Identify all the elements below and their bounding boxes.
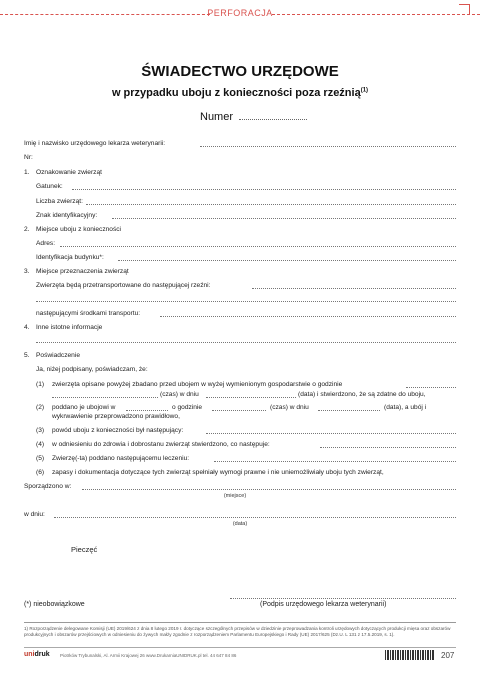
section-3-title: Miejsce przeznaczenia zwierząt bbox=[36, 268, 129, 275]
section-4-title: Inne istotne informacje bbox=[36, 324, 103, 331]
document-title: ŚWIADECTWO URZĘDOWE bbox=[141, 63, 339, 80]
section-5-number: 5. bbox=[24, 352, 30, 359]
point-3-number: (3) bbox=[36, 427, 45, 434]
rzeznia-field[interactable] bbox=[252, 288, 456, 289]
section-2-number: 2. bbox=[24, 226, 30, 233]
point-2-place-field[interactable] bbox=[126, 410, 168, 411]
vet-name-label: Imię i nazwisko urzędowego lekarza weterynarii: bbox=[24, 140, 166, 147]
point-5-number: (5) bbox=[36, 455, 45, 462]
footer-contact: Piotrków Trybunalski, Al. Armii Krajowej 26 www.DrukarniaUNIDRUK.pl tel. 44 647 84 86 bbox=[60, 653, 237, 658]
signature-field[interactable] bbox=[230, 598, 456, 599]
gatunek-label: Gatunek: bbox=[36, 183, 63, 190]
brand-logo-part-b: druk bbox=[34, 651, 50, 658]
identyfikacja-field[interactable] bbox=[118, 260, 456, 261]
brand-logo bbox=[24, 651, 50, 658]
footer-rule bbox=[24, 647, 456, 648]
point-4-text: w odniesieniu do zdrowia i dobrostanu zwierząt stwierdzono, co następuje: bbox=[52, 441, 270, 448]
point-1-hour-field[interactable] bbox=[406, 387, 456, 388]
point-2-hour-field[interactable] bbox=[212, 410, 266, 411]
point-2-number: (2) bbox=[36, 404, 45, 411]
gatunek-field[interactable] bbox=[72, 189, 456, 190]
barcode-icon bbox=[385, 650, 435, 660]
document-subtitle bbox=[0, 87, 480, 99]
nr-label: Nr: bbox=[24, 154, 33, 161]
w-dniu-label: w dniu: bbox=[24, 511, 45, 518]
rzeznia-field-line2[interactable] bbox=[36, 301, 456, 302]
point-3-text: powód uboju z konieczności był następujący: bbox=[52, 427, 184, 434]
section-5-title: Poświadczenie bbox=[36, 352, 80, 359]
point-1-date-label: (data) i stwierdzono, że są zdatne do uboju, bbox=[298, 391, 426, 398]
point-5-text: Zwierzę(-ta) poddano następującemu leczeniu: bbox=[52, 455, 190, 462]
signature-caption: (Podpis urzędowego lekarza weterynarii) bbox=[260, 601, 387, 608]
point-2-hour-label: o godzinie bbox=[172, 404, 203, 411]
w-dniu-field[interactable] bbox=[54, 517, 456, 518]
miejsce-caption: (miejsce) bbox=[223, 493, 247, 499]
point-1-time-field[interactable] bbox=[52, 397, 158, 398]
footnote-rule bbox=[24, 622, 456, 623]
section-4-number: 4. bbox=[24, 324, 30, 331]
liczba-label: Liczba zwierząt: bbox=[36, 198, 83, 205]
subtitle-footnote-ref: (1) bbox=[360, 87, 369, 94]
footnote-text: 1) Rozporządzenie delegowane Komisji (UE) 2019/624 z dnia 8 lutego 2019 r. dotyczące szczególnych przepisów w dziedzinie przeprowadzania kontroli urzędowych dotyczących produkcji mięsa oraz obszarów produkcyjnych i obszarów przejściowych w odniesieniu do żywych małży zgodnie z rozporządzeniem Parlamentu Europejskiego i Rady (UE) 2017/625 (Dz.U. L 131 z 17.5.2019, s. 1). bbox=[24, 626, 451, 637]
numer-label: Numer bbox=[200, 111, 234, 123]
perforation-label: PERFORACJA bbox=[207, 8, 273, 18]
numer-dots bbox=[239, 119, 307, 120]
subtitle-text: w przypadku uboju z konieczności poza rzeźnią bbox=[111, 87, 361, 99]
adres-label: Adres: bbox=[36, 240, 56, 247]
corner-mark bbox=[459, 4, 470, 15]
numer-field[interactable] bbox=[200, 111, 307, 123]
point-2-date-field[interactable] bbox=[318, 410, 380, 411]
point-1-text: zwierzęta opisane powyżej zbadano przed ubojem w wyżej wymienionym gospodarstwie o godzinie bbox=[52, 381, 343, 388]
point-1-date-field[interactable] bbox=[206, 397, 296, 398]
transport-field[interactable] bbox=[160, 316, 456, 317]
adres-field[interactable] bbox=[60, 246, 456, 247]
point-2-text-a: poddano je ubojowi w bbox=[52, 404, 116, 411]
section-1-title: Oznakowanie zwierząt bbox=[36, 169, 102, 176]
liczba-field[interactable] bbox=[86, 204, 456, 205]
stamp-label: Pieczęć bbox=[71, 545, 98, 554]
rzeznia-label: Zwierzęta będą przetransportowane do następującej rzeźni: bbox=[36, 282, 211, 289]
identyfikacja-label: Identyfikacja budynku*: bbox=[36, 254, 104, 261]
info-field[interactable] bbox=[36, 342, 456, 343]
data-caption: (data) bbox=[232, 521, 248, 527]
brand-logo-part-a: uni bbox=[24, 651, 35, 658]
transport-label: następującymi środkami transportu: bbox=[36, 310, 141, 317]
point-3-field[interactable] bbox=[206, 433, 456, 434]
page-number: 207 bbox=[441, 651, 455, 660]
point-6-number: (6) bbox=[36, 469, 45, 476]
section-3-number: 3. bbox=[24, 268, 30, 275]
section-2-title: Miejsce uboju z konieczności bbox=[36, 226, 122, 233]
section-1-number: 1. bbox=[24, 169, 30, 176]
point-4-number: (4) bbox=[36, 441, 45, 448]
znak-label: Znak identyfikacyjny: bbox=[36, 212, 98, 219]
certification-intro: Ja, niżej podpisany, poświadczam, że: bbox=[36, 366, 148, 373]
point-1-number: (1) bbox=[36, 381, 45, 388]
optional-note: (*) nieobowiązkowe bbox=[24, 601, 85, 608]
point-1-time-label: (czas) w dniu bbox=[160, 391, 199, 398]
sporzadzono-label: Sporządzono w: bbox=[24, 483, 72, 490]
vet-name-field[interactable] bbox=[200, 146, 456, 147]
point-4-field[interactable] bbox=[320, 447, 456, 448]
point-2-text-e: wykrwawienie przeprowadzono prawidłowo, bbox=[52, 413, 180, 420]
point-6-text: zapasy i dokumentacja dotyczące tych zwierząt spełniały wymogi prawne i nie uniemożliwiały uboju tych zwierząt, bbox=[52, 469, 384, 476]
znak-field[interactable] bbox=[112, 218, 456, 219]
point-2-text-d: (data), a ubój i bbox=[384, 404, 427, 411]
point-5-field[interactable] bbox=[214, 461, 456, 462]
sporzadzono-field[interactable] bbox=[82, 489, 456, 490]
point-2-day-label: (czas) w dniu bbox=[270, 404, 309, 411]
